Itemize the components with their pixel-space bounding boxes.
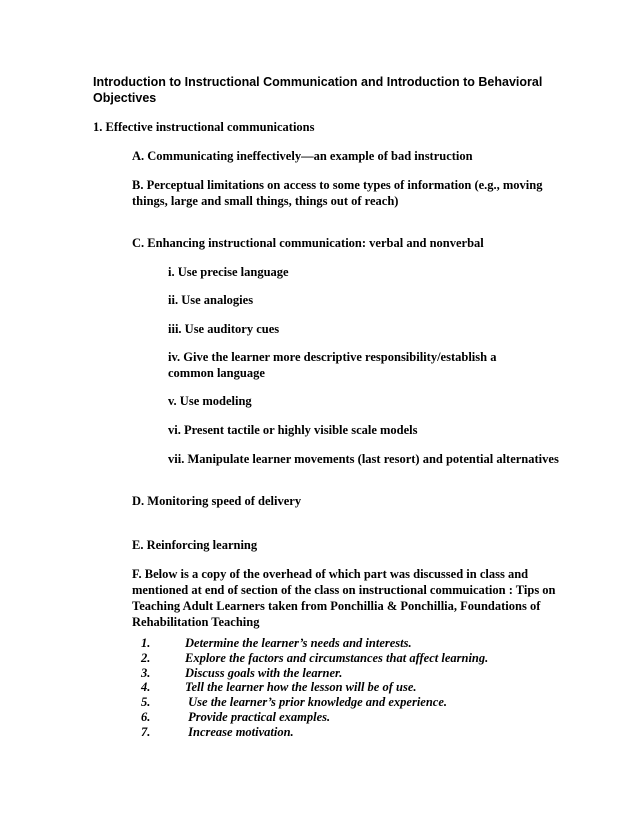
list-number: 6. — [141, 709, 151, 724]
item-c-ii: ii. Use analogies — [168, 293, 254, 307]
list-number: 4. — [141, 680, 151, 695]
item-a: A. Communicating ineffectively—an example of bad instruction — [132, 149, 473, 163]
item-c-i: i. Use precise language — [168, 265, 289, 279]
list-number: 3. — [141, 665, 151, 680]
list-number: 7. — [141, 724, 151, 739]
list-text: Explore the factors and circumstances that affect learning. — [185, 650, 489, 665]
item-c-iv: iv. Give the learner more descriptive responsibility/establish a common language — [168, 350, 497, 380]
list-item — [141, 710, 488, 725]
list-item — [141, 666, 488, 681]
list-item — [141, 680, 488, 695]
list-number: 1. — [141, 636, 151, 650]
list-text: Tell the learner how the lesson will be of use. — [185, 680, 417, 695]
list-item — [141, 651, 488, 666]
item-c-vi: vi. Present tactile or highly visible scale models — [168, 423, 418, 437]
section-heading-1: 1. Effective instructional communications — [93, 120, 315, 134]
list-number: 5. — [141, 695, 151, 710]
item-e: E. Reinforcing learning — [132, 538, 258, 552]
list-item — [141, 695, 488, 710]
item-d: D. Monitoring speed of delivery — [132, 494, 302, 508]
item-c-v: v. Use modeling — [168, 394, 252, 408]
list-text: Provide practical examples. — [185, 709, 331, 724]
item-c-iii: iii. Use auditory cues — [168, 322, 280, 336]
list-item — [141, 636, 488, 651]
item-f: F. Below is a copy of the overhead of which part was discussed in class and mentioned at end of section of the class on instructional commuication : Tips on Teaching Adult Learners taken from Ponchillia & Ponchillia, Foundations of Rehabilitation Teaching — [132, 567, 556, 629]
list-text: Determine the learner’s needs and interests. — [185, 636, 412, 650]
list-number: 2. — [141, 650, 151, 665]
tips-list — [141, 636, 488, 740]
list-text: Use the learner’s prior knowledge and experience. — [185, 695, 448, 710]
item-c: C. Enhancing instructional communication: verbal and nonverbal — [132, 236, 484, 250]
list-item — [141, 725, 488, 740]
item-c-vii: vii. Manipulate learner movements (last resort) and potential alternatives — [168, 452, 559, 466]
item-b: B. Perceptual limitations on access to some types of information (e.g., moving things, large and small things, things out of reach) — [132, 178, 543, 208]
list-text: Discuss goals with the learner. — [185, 665, 343, 680]
document-title: Introduction to Instructional Communication and Introduction to Behavioral Objectives — [93, 75, 543, 105]
list-text: Increase motivation. — [185, 724, 294, 739]
